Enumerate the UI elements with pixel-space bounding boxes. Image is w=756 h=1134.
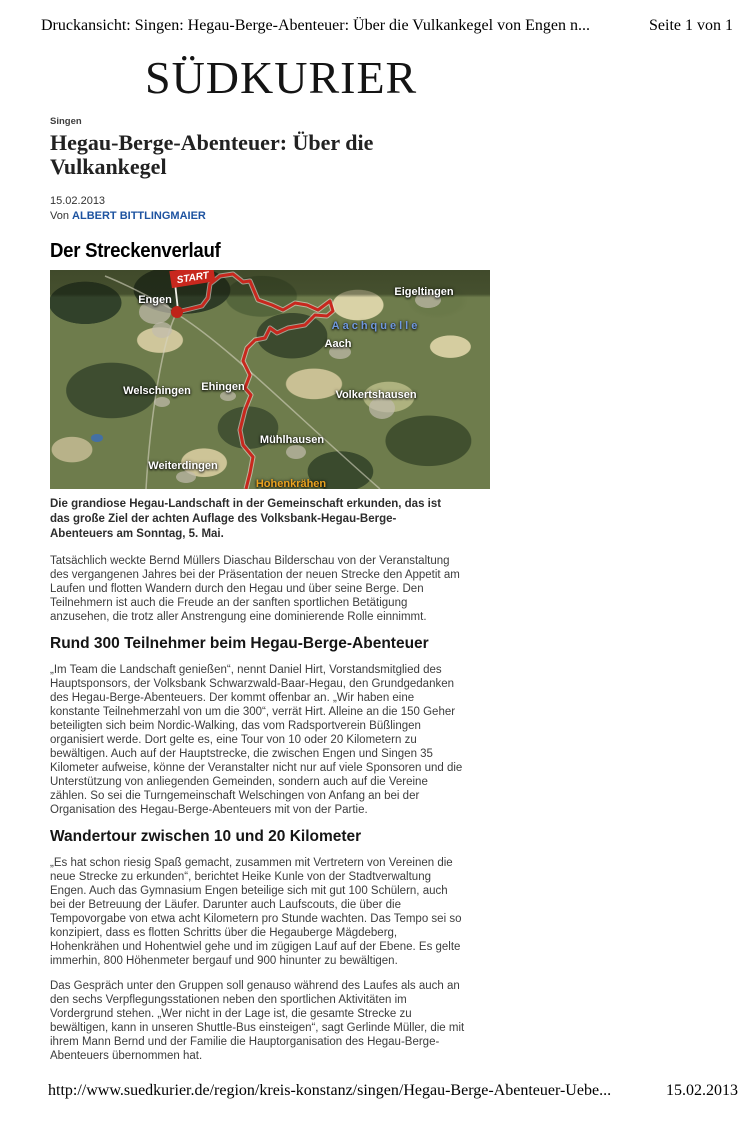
article [50,116,492,1074]
map-title: Der Streckenverlauf [50,240,221,262]
document-title: Druckansicht: Singen: Hegau-Berge-Abenteuer: Über die Vulkankegel von Engen n... [41,17,590,34]
settlement-patch [286,445,306,459]
article-paragraph: Das Gespräch unter den Gruppen soll genauso während des Laufes als auch an den sechs Verpflegungsstationen neben den sportlichen Aktivitäten im Vordergrund stehen. „Wer nicht in der Lage ist, die gesamte Strecke zu bewältigen, kann in unseren Shuttle-Bus einsteigen“, sagt Gerlinde Müller, die mit ihrem Mann Bernd und der Familie die Hauptorganisation des Hegau-Berge-Abenteuers übernommen hat. [50,980,465,1062]
article-paragraph: Tatsächlich weckte Bernd Müllers Diaschau Bilderschau von der Veranstaltung des vergangenen Jahres bei der Präsentation der neuen Strecke den Appetit am Laufen und flotten Wandern durch den Hegau und über seine Berge. Den Teilnehmern ist auch die Freude an der sanften sportlichen Betätigung anzusehen, die trotz aller Anstrengung eine dominierende Rolle einnimmt. [50,555,460,623]
footer-date: 15.02.2013 [666,1082,738,1099]
map-label-volkertshausen: Volkertshausen [335,389,417,401]
byline-prefix: Von [50,210,69,222]
settlement-patch [154,397,170,407]
article-headline: Hegau-Berge-Abenteuer: Über die Vulkankegel [50,130,374,179]
map-label-welschingen: Welschingen [123,385,191,397]
lake-patch [91,434,103,442]
map-label-weiterdingen: Weiterdingen [148,460,218,472]
map-label-eigeltingen: Eigeltingen [394,286,454,298]
article-subhead-1: Rund 300 Teilnehmer beim Hegau-Berge-Abenteuer [50,635,429,652]
print-footer [48,1082,738,1100]
settlement-patch [152,322,172,338]
map-label-m-hlhausen: Mühlhausen [259,434,325,446]
map-label-aach: Aach [324,338,352,350]
settlement-patch [176,471,196,483]
start-marker-dot [171,306,183,318]
article-kicker: Singen [50,116,82,127]
map-label-ehingen: Ehingen [201,381,245,393]
start-flag-label: START [175,270,210,287]
source-url: http://www.suedkurier.de/region/kreis-konstanz/singen/Hegau-Berge-Abenteuer-Uebe... [48,1082,612,1099]
map-label-hohenkr-hen: Hohenkrähen [255,478,327,489]
map-canvas [50,270,490,489]
article-byline [50,210,492,222]
author-link[interactable]: ALBERT BITTLINGMAIER [72,210,206,222]
page-indicator: Seite 1 von 1 [649,17,733,34]
masthead-logo: SÜDKURIER [145,52,418,103]
article-subhead-2: Wandertour zwischen 10 und 20 Kilometer [50,828,362,845]
article-paragraph: „Im Team die Landschaft genießen“, nennt Daniel Hirt, Vorstandsmitglied des Hauptsponsors, der Volksbank Schwarzwald-Baar-Hegau, den Grundgedanken des Hegau-Berge-Abenteuers. Der kommt offenbar an. „Wir haben eine konstante Teilnehmerzahl von um die 300“, verrät Hirt. Alleine an die 150 Geher beteiligten sich beim Nordic-Walking, das vom Radsportverein Büßlingen organisiert werde. Dort gelte es, eine Tour von 10 oder 20 Kilometern zu bewältigen. Auch auf der Hauptstrecke, die zwischen Engen und Singen 35 Kilometer aufweise, könne der Veranstalter nicht nur auf viele Sponsoren und die Unterstützung von anliegenden Gemeinden, sondern auch auf die Vereine zählen. So sei die Turngemeinschaft Welschingen von Anfang an bei der Organisation des Hegau-Berge-Abenteuers mit von der Partie. [50,664,463,816]
map-label-aachquelle: Aachquelle [331,320,421,332]
article-lead: Die grandiose Hegau-Landschaft in der Gemeinschaft erkunden, das ist das große Ziel der achten Auflage des Volksbank-Hegau-Berge-Abenteuers am Sonntag, 5. Mai. [50,498,442,540]
article-date: 15.02.2013 [50,195,106,207]
map-graphic [50,270,490,489]
map-label-engen: Engen [138,294,172,306]
print-header [41,17,733,35]
article-paragraph: „Es hat schon riesig Spaß gemacht, zusammen mit Vertretern von Vereinen die neue Strecke zu erkunden“, berichtet Heike Kunle von der Stadtverwaltung Engen. Auch das Gymnasium Engen beteilige sich mit gut 100 Schülern, auch bei der Betreuung der Läufer. Darunter auch Laufscouts, die über die Tempovorgabe von etwa acht Kilometern pro Stunde wachten. Das Tempo sei so konzipiert, dass es flotten Schritts über die Hegauberge Mägdeberg, Hohenkrähen und Hohentwiel gehe und im zügigen Lauf auf der Ebene. Es gelte immerhin, 800 Höhenmeter bergauf und 900 hinunter zu bewältigen. [50,857,462,967]
